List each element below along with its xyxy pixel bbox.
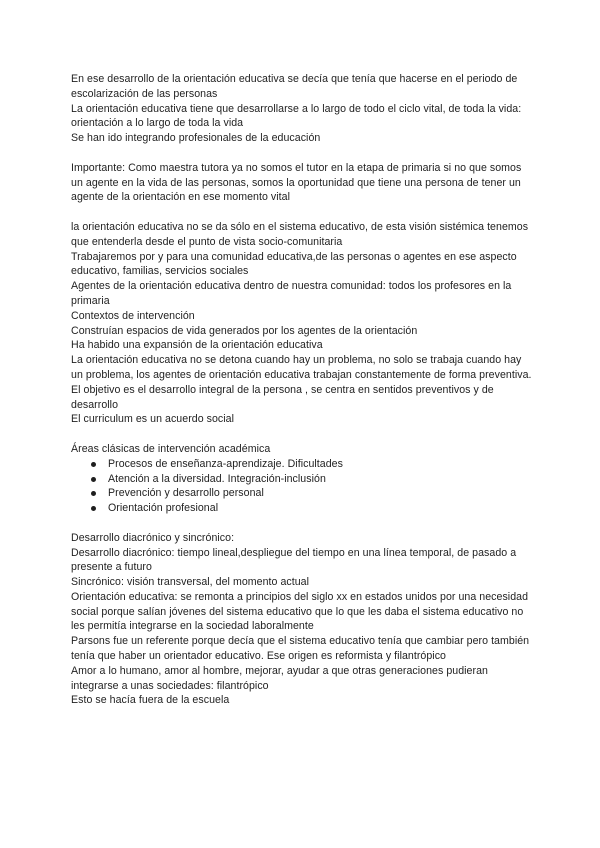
paragraph: Desarrollo diacrónico: tiempo lineal,despliegue del tiempo en una línea temporal, de pasado a presente a futuro bbox=[71, 546, 517, 574]
paragraph: La orientación educativa no se detona cuando hay un problema, no solo se trabaja cuando hay un problema, los agentes de orientación educativa trabajan constantemente de forma preventiva. El objetivo es el desarrollo integral de la persona , se centra en sentidos preventivos y de desarrollo bbox=[71, 354, 532, 411]
paragraph: la orientación educativa no se da sólo en el sistema educativo, de esta visión sistémica tenemos que entenderla desde el punto de vista socio-comunitaria bbox=[71, 220, 529, 248]
blank-line bbox=[71, 146, 533, 161]
list-item-text: Atención a la diversidad. Integración-inclusión bbox=[108, 472, 326, 485]
list-item bbox=[89, 457, 533, 472]
bullet-dot-icon bbox=[91, 477, 96, 482]
paragraph: Construían espacios de vida generados por los agentes de la orientación bbox=[71, 324, 418, 337]
document-body bbox=[71, 72, 533, 708]
paragraph: Amor a lo humano, amor al hombre, mejorar, ayudar a que otras generaciones pudieran integrarse a unas sociedades: filantrópico bbox=[71, 664, 488, 692]
list-item bbox=[89, 472, 533, 487]
list-item bbox=[89, 501, 533, 516]
paragraph: Sincrónico: visión transversal, del momento actual bbox=[71, 576, 310, 589]
paragraph: Agentes de la orientación educativa dentro de nuestra comunidad: todos los profesores en la primaria bbox=[71, 280, 512, 307]
paragraph: La orientación educativa tiene que desarrollarse a lo largo de todo el ciclo vital, de toda la vida: orientación a lo largo de toda la vida bbox=[71, 102, 522, 130]
blank-line bbox=[71, 427, 533, 442]
paragraph: Desarrollo diacrónico y sincrónico: bbox=[71, 531, 235, 544]
areas-heading: Áreas clásicas de intervención académica bbox=[71, 442, 271, 455]
paragraph: Orientación educativa: se remonta a principios del siglo xx en estados unidos por una necesidad social porque salían jóvenes del sistema educativo que lo que les daba el sistema educativo no les permitía integrarse en la sociedad laboralmente bbox=[71, 590, 529, 633]
paragraph: Ha habido una expansión de la orientación educativa bbox=[71, 339, 323, 352]
bullet-dot-icon bbox=[91, 491, 96, 496]
paragraph: Esto se hacía fuera de la escuela bbox=[71, 694, 230, 707]
paragraph: Parsons fue un referente porque decía que el sistema educativo tenía que cambiar pero también tenía que haber un orientador educativo. Ese origen es reformista y filantrópico bbox=[71, 635, 530, 663]
areas-list bbox=[71, 457, 533, 516]
bullet-dot-icon bbox=[91, 506, 96, 511]
list-item-text: Procesos de enseñanza-aprendizaje. Dificultades bbox=[108, 457, 343, 470]
paragraph: En ese desarrollo de la orientación educativa se decía que tenía que hacerse en el periodo de escolarización de las personas bbox=[71, 73, 518, 100]
list-item bbox=[89, 486, 533, 501]
paragraph: Trabajaremos por y para una comunidad educativa,de las personas o agentes en ese aspecto educativo, familias, servicios sociales bbox=[71, 250, 517, 278]
blank-line bbox=[71, 516, 533, 531]
important-note: Importante: Como maestra tutora ya no somos el tutor en la etapa de primaria si no que somos un agente en la vida de las personas, somos la oportunidad que tiene una persona de tener un agente de la orientación en ese momento vital bbox=[71, 161, 522, 204]
blank-line bbox=[71, 205, 533, 220]
list-item-text: Orientación profesional bbox=[108, 502, 219, 515]
paragraph: El curriculum es un acuerdo social bbox=[71, 413, 235, 426]
paragraph: Se han ido integrando profesionales de la educación bbox=[71, 132, 321, 145]
list-item-text: Prevención y desarrollo personal bbox=[108, 487, 264, 500]
bullet-dot-icon bbox=[91, 462, 96, 467]
paragraph: Contextos de intervención bbox=[71, 309, 195, 322]
